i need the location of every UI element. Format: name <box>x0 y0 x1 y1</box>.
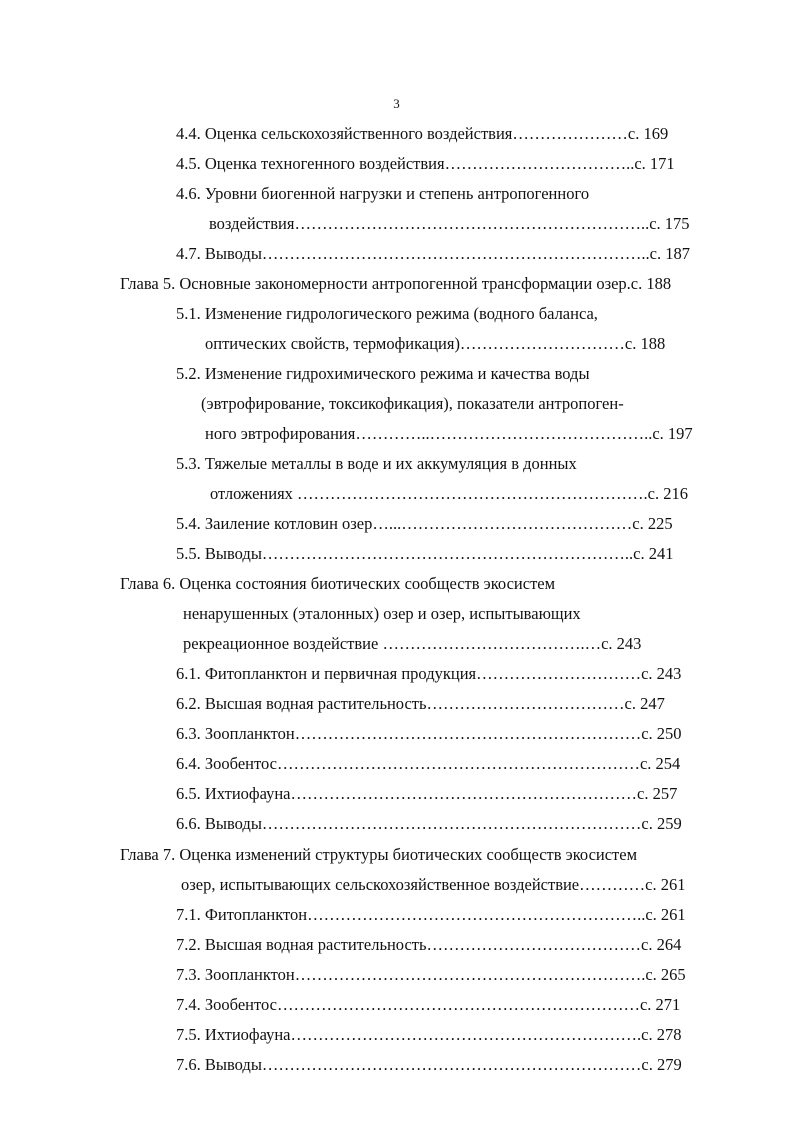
toc-entry-7-6: 7.6. Выводы……………………………………………………………с. 279 <box>176 1055 682 1074</box>
toc-entry-5-2: 5.2. Изменение гидрохимического режима и качества воды <box>176 364 590 383</box>
toc-entry-5-5: 5.5. Выводы…………………………………………………………..с. 241 <box>176 544 674 563</box>
toc-entry-5-2-cont2: ного эвтрофирования…………..…………………………………..с. 197 <box>205 424 693 443</box>
toc-entry-4-6-cont: воздействия………………………………………………………..с. 175 <box>209 214 690 233</box>
toc-entry-5-3: 5.3. Тяжелые металлы в воде и их аккумуляция в донных <box>176 454 577 473</box>
toc-chapter-6-cont: ненарушенных (эталонных) озер и озер, испытывающих <box>183 604 581 623</box>
toc-entry-7-1: 7.1. Фитопланктон……………………………………………………..с. 261 <box>176 905 686 924</box>
toc-entry-6-3: 6.3. Зоопланктон………………………………………………………с. 250 <box>176 724 682 743</box>
toc-entry-7-3: 7.3. Зоопланктон……………………………………………………….с. 265 <box>176 965 686 984</box>
toc-entry-5-2-cont: (эвтрофирование, токсикофикация), показатели антропоген- <box>201 394 624 413</box>
toc-entry-7-5: 7.5. Ихтиофауна……………………………………………………….с. 278 <box>176 1025 682 1044</box>
toc-entry-4-7: 4.7. Выводы……………………………………………………………..с. 187 <box>176 244 690 263</box>
toc-chapter-5: Глава 5. Основные закономерности антропогенной трансформации озер.с. 188 <box>120 274 672 293</box>
toc-entry-5-1-cont: оптических свойств, термофикация)…………………………с. 188 <box>205 334 666 353</box>
toc-entry-6-6: 6.6. Выводы……………………………………………………………с. 259 <box>176 814 682 833</box>
page-number: 3 <box>393 96 400 111</box>
toc-entry-6-1: 6.1. Фитопланктон и первичная продукция…………………………с. 243 <box>176 664 682 683</box>
toc-entry-5-3-cont: отложениях ……………………………………………………….с. 216 <box>210 484 688 503</box>
toc-entry-6-4: 6.4. Зообентос…………………………………………………………с. 254 <box>176 754 681 773</box>
toc-chapter-7-cont: озер, испытывающих сельскохозяйственное воздействие…………с. 261 <box>181 875 686 894</box>
toc-chapter-6-cont2: рекреационное воздействие ……………………………….…с. 243 <box>183 634 642 653</box>
toc-entry-7-2: 7.2. Высшая водная растительность…………………………………с. 264 <box>176 935 682 954</box>
toc-entry-4-5: 4.5. Оценка техногенного воздействия……………………………..с. 171 <box>176 154 675 173</box>
toc-entry-6-5: 6.5. Ихтиофауна………………………………………………………с. 257 <box>176 784 678 803</box>
toc-chapter-7: Глава 7. Оценка изменений структуры биотических сообществ экосистем <box>120 845 638 864</box>
toc-entry-4-4: 4.4. Оценка сельскохозяйственного воздействия…………………с. 169 <box>176 124 669 143</box>
toc-entry-7-4: 7.4. Зообентос…………………………………………………………с. 271 <box>176 995 681 1014</box>
toc-entry-5-1: 5.1. Изменение гидрологического режима (водного баланса, <box>176 304 598 323</box>
toc-entry-4-6: 4.6. Уровни биогенной нагрузки и степень антропогенного <box>176 184 590 203</box>
toc-entry-5-4: 5.4. Заиление котловин озер…...……………………………………с. 225 <box>176 514 673 533</box>
toc-chapter-6: Глава 6. Оценка состояния биотических сообществ экосистем <box>120 574 556 593</box>
toc-entry-6-2: 6.2. Высшая водная растительность………………………………с. 247 <box>176 694 665 713</box>
